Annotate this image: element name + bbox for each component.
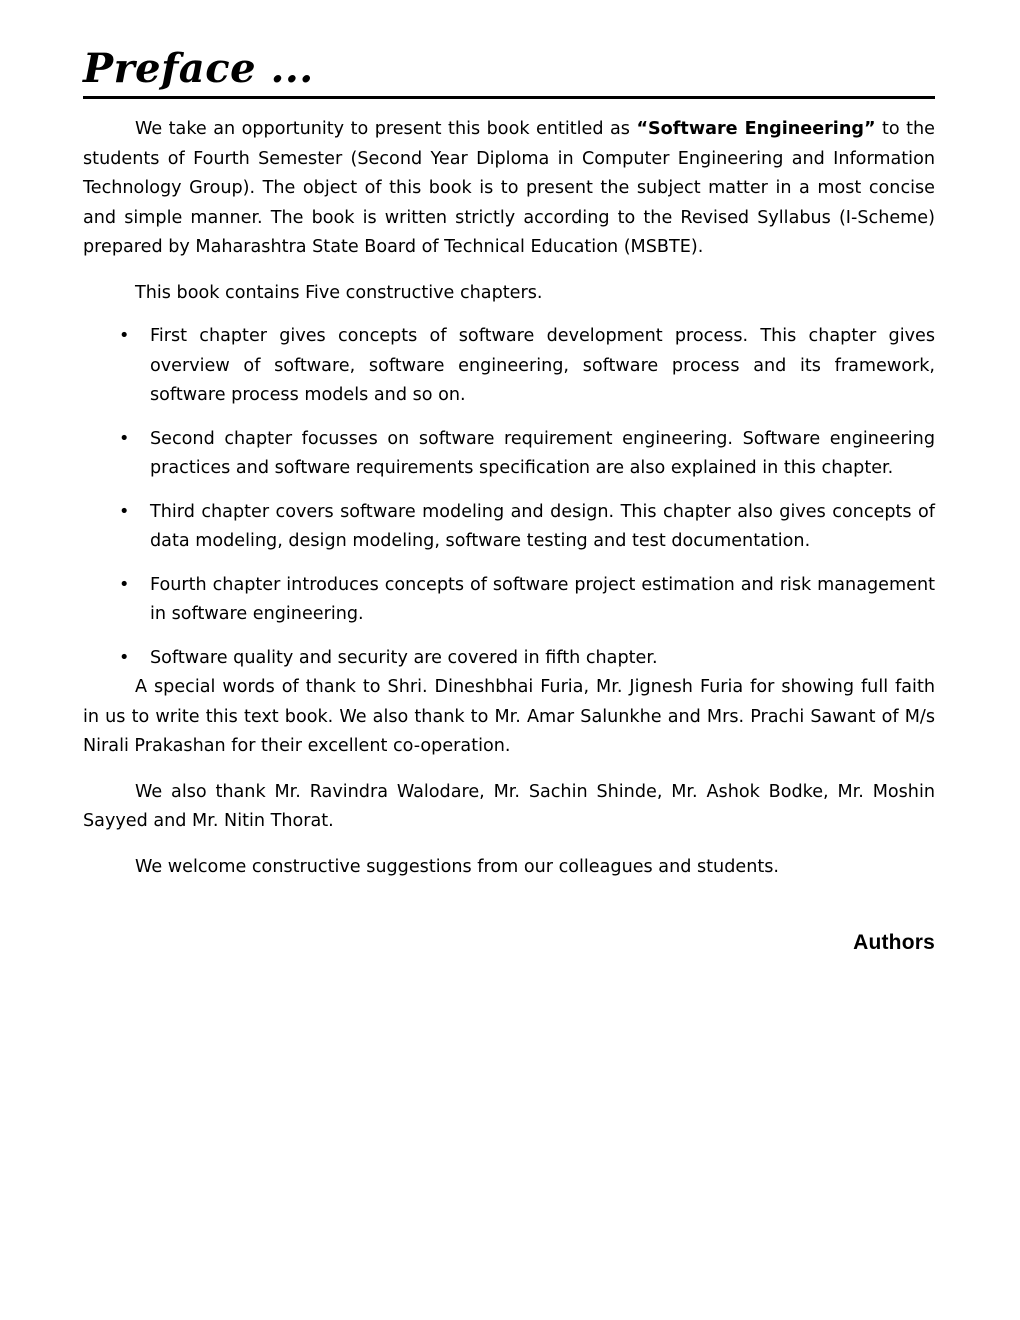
intro-text-before-title: We take an opportunity to present this book entitled as <box>135 119 637 139</box>
acknowledgement-furia-paragraph: A special words of thank to Shri. Dineshbhai Furia, Mr. Jignesh Furia for showing full faith in us to write this text book. We also thank to Mr. Amar Salunkhe and Mrs. Prachi Sawant of M/s Nirali Prakashan for their excellent co-operation. <box>83 677 935 756</box>
intro-text-after-title: to the students of Fourth Semester (Second Year Diploma in Computer Engineering and Information Technology Group). The object of this book is to present the subject matter in a most concise and simple manner. The book is written strictly according to the Revised Syllabus (I-Scheme) prepared by Maharashtra State Board of Technical Education (MSBTE). <box>83 119 935 257</box>
list-item <box>83 425 935 484</box>
list-item <box>83 322 935 411</box>
list-item-text: Third chapter covers software modeling and design. This chapter also gives concepts of data modeling, design modeling, software testing and test documentation. <box>150 501 935 551</box>
chapter-summary-list <box>83 322 935 673</box>
acknowledgement-team-paragraph: We also thank Mr. Ravindra Walodare, Mr. Sachin Shinde, Mr. Ashok Bodke, Mr. Moshin Sayyed and Mr. Nitin Thorat. <box>83 781 935 831</box>
page-title: Preface ... <box>83 45 314 92</box>
bullet-icon: • <box>119 501 130 522</box>
bullet-icon: • <box>119 428 130 449</box>
list-item-text: Fourth chapter introduces concepts of software project estimation and risk management in software engineering. <box>150 574 935 624</box>
welcome-suggestions-paragraph: We welcome constructive suggestions from our colleagues and students. <box>135 856 780 877</box>
chapters-count-paragraph: This book contains Five constructive chapters. <box>135 282 543 303</box>
page-content <box>83 0 935 956</box>
list-item <box>83 644 935 674</box>
list-item <box>83 498 935 557</box>
book-title-quoted: “Software Engineering” <box>636 119 876 139</box>
list-item-text: Software quality and security are covered in fifth chapter. <box>150 647 658 668</box>
preface-body <box>83 115 935 956</box>
bullet-icon: • <box>119 647 130 668</box>
authors-signature: Authors <box>853 931 935 954</box>
list-item <box>83 571 935 630</box>
list-item-text: Second chapter focusses on software requirement engineering. Software engineering practices and software requirements specification are also explained in this chapter. <box>150 428 935 478</box>
bullet-icon: • <box>119 574 130 595</box>
bullet-icon: • <box>119 326 130 346</box>
intro-paragraph <box>83 115 935 263</box>
list-item-text: First chapter gives concepts of software development process. This chapter gives overview of software, software engineering, software process and its framework, software process models and so on. <box>150 326 935 405</box>
heading-divider <box>83 96 935 99</box>
